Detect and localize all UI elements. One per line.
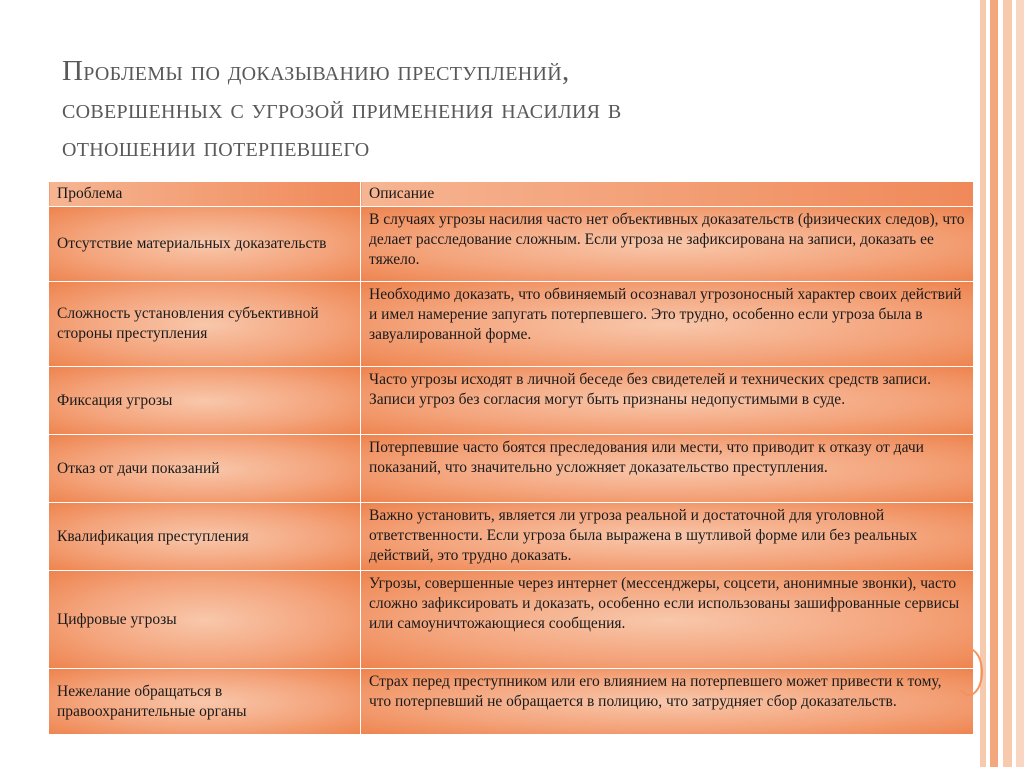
row-description: Потерпевшие часто боятся преследования или мести, что приводит к отказу от дачи показаний, что значительно усложняет доказательство преступления. xyxy=(361,435,974,503)
table-row xyxy=(49,282,974,367)
table-row xyxy=(49,435,974,503)
table-row xyxy=(49,367,974,435)
title-line-3: отношении потерпевшего xyxy=(62,131,370,163)
row-problem: Сложность установления субъективной стороны преступления xyxy=(49,282,361,367)
row-description: В случаях угрозы насилия часто нет объективных доказательств (физических следов), что делает расследование сложным. Если угроза не зафиксирована на записи, доказать ее тяжело. xyxy=(361,207,974,282)
table-row xyxy=(49,503,974,571)
table-row xyxy=(49,571,974,669)
decorative-stripes xyxy=(980,0,1024,767)
row-problem: Отсутствие материальных доказательств xyxy=(49,207,361,282)
row-problem: Квалификация преступления xyxy=(49,503,361,571)
decorative-ring xyxy=(955,648,983,696)
row-description: Угрозы, совершенные через интернет (мессенджеры, соцсети, анонимные звонки), часто сложно зафиксировать и доказать, особенно если использованы зашифрованные сервисы или самоуничтожающиеся сообщения. xyxy=(361,571,974,669)
table-row xyxy=(49,669,974,735)
problems-table xyxy=(48,181,974,735)
row-problem: Цифровые угрозы xyxy=(49,571,361,669)
row-problem: Фиксация угрозы xyxy=(49,367,361,435)
row-description: Необходимо доказать, что обвиняемый осознавал угрозоносный характер своих действий и имел намерение запугать потерпевшего. Это трудно, особенно если угроза была в завуалированной форме. xyxy=(361,282,974,367)
row-problem: Отказ от дачи показаний xyxy=(49,435,361,503)
title-line-2: совершенных с угрозой применения насилия в xyxy=(62,93,622,125)
header-problem: Проблема xyxy=(49,182,361,207)
title-line-1: Проблемы по доказыванию преступлений, xyxy=(62,55,570,87)
row-problem: Нежелание обращаться в правоохранительные органы xyxy=(49,669,361,735)
row-description: Важно установить, является ли угроза реальной и достаточной для уголовной ответственности. Если угроза была выражена в шутливой форме или без реальных действий, это трудно доказать. xyxy=(361,503,974,571)
header-description: Описание xyxy=(361,182,974,207)
row-description: Часто угрозы исходят в личной беседе без свидетелей и технических средств записи. Записи угроз без согласия могут быть признаны недопустимыми в суде. xyxy=(361,367,974,435)
table-header-row xyxy=(49,182,974,207)
table-row xyxy=(49,207,974,282)
row-description: Страх перед преступником или его влиянием на потерпевшего может привести к тому, что потерпевший не обращается в полицию, что затрудняет сбор доказательств. xyxy=(361,669,974,735)
slide-title xyxy=(62,52,922,166)
